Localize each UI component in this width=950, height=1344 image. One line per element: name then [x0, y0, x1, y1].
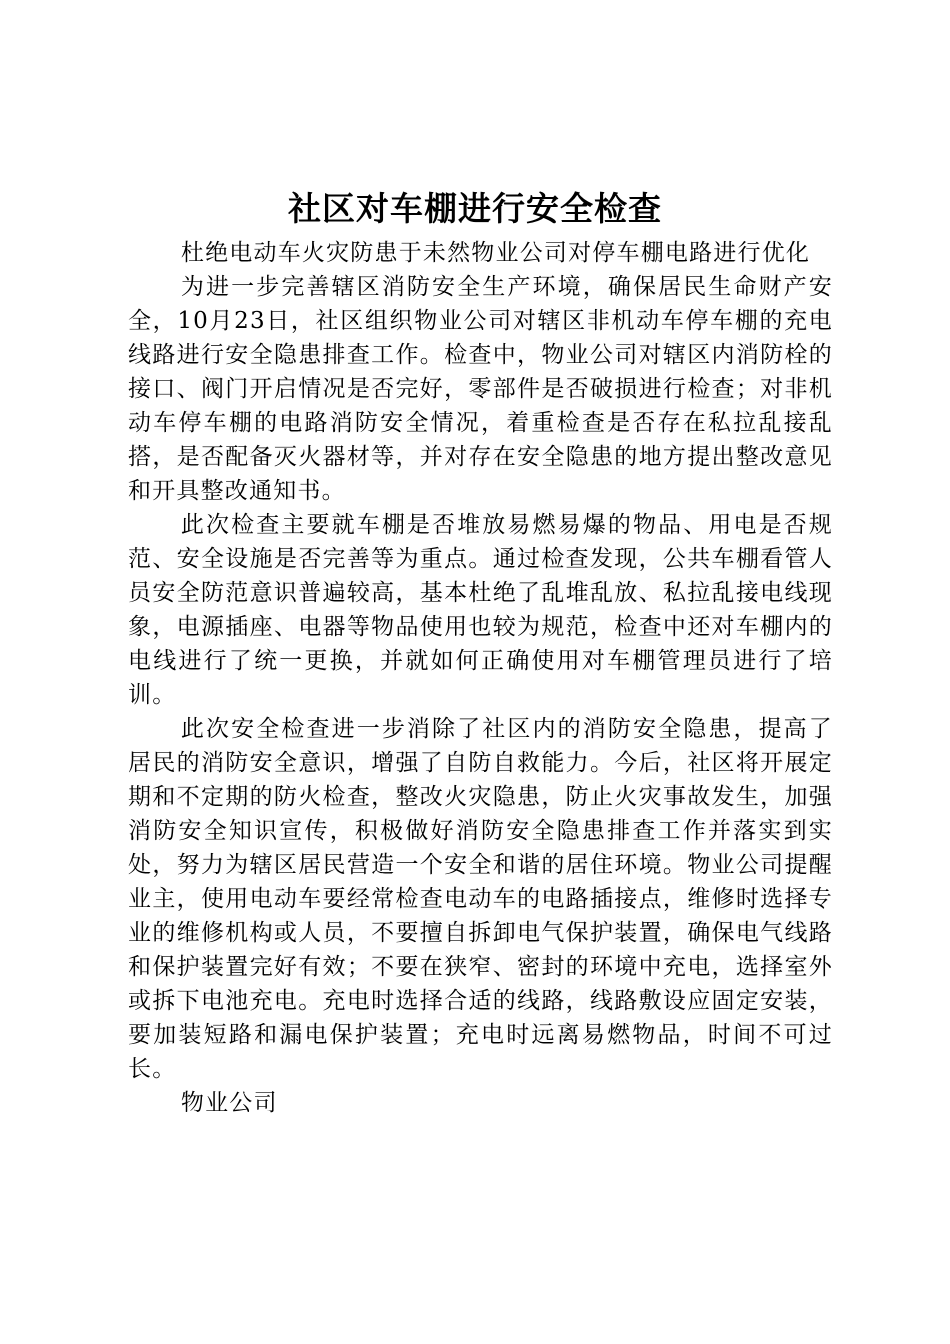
- body-paragraph-1: 为进一步完善辖区消防安全生产环境，确保居民生命财产安全，10月23日，社区组织物业公司对辖区非机动车停车棚的充电线路进行安全隐患排查工作。检查中，物业公司对辖区内消防栓的接口、阀门开启情况是否完好，零部件是否破损进行检查；对非机动车停车棚的电路消防安全情况，着重检查是否存在私拉乱接乱搭，是否配备灭火器材等，并对存在安全隐患的地方提出整改意见和开具整改通知书。: [128, 274, 833, 504]
- signature-line: 物业公司: [180, 1090, 278, 1116]
- body-paragraph-3: 此次安全检查进一步消除了社区内的消防安全隐患，提高了居民的消防安全意识，增强了自防自救能力。今后，社区将开展定期和不定期的防火检查，整改火灾隐患，防止火灾事故发生，加强消防安全知识宣传，积极做好消防安全隐患排查工作并落实到实处，努力为辖区居民营造一个安全和谐的居住环境。物业公司提醒业主，使用电动车要经常检查电动车的电路插接点，维修时选择专业的维修机构或人员，不要擅自拆卸电气保护装置，确保电气线路和保护装置完好有效；不要在狭窄、密封的环境中充电，选择室外或拆下电池充电。充电时选择合适的线路，线路敷设应固定安装，要加装短路和漏电保护装置；充电时远离易燃物品，时间不可过长。: [128, 716, 833, 1082]
- document-title: 社区对车棚进行安全检查: [288, 189, 662, 228]
- subtitle-paragraph: 杜绝电动车火灾防患于未然物业公司对停车棚电路进行优化: [180, 240, 811, 266]
- document-body: [128, 236, 833, 1120]
- body-paragraph-2: 此次检查主要就车棚是否堆放易燃易爆的物品、用电是否规范、安全设施是否完善等为重点。通过检查发现，公共车棚看管人员安全防范意识普遍较高，基本杜绝了乱堆乱放、私拉乱接电线现象，电源插座、电器等物品使用也较为规范，检查中还对车棚内的电线进行了统一更换，并就如何正确使用对车棚管理员进行了培训。: [128, 512, 833, 708]
